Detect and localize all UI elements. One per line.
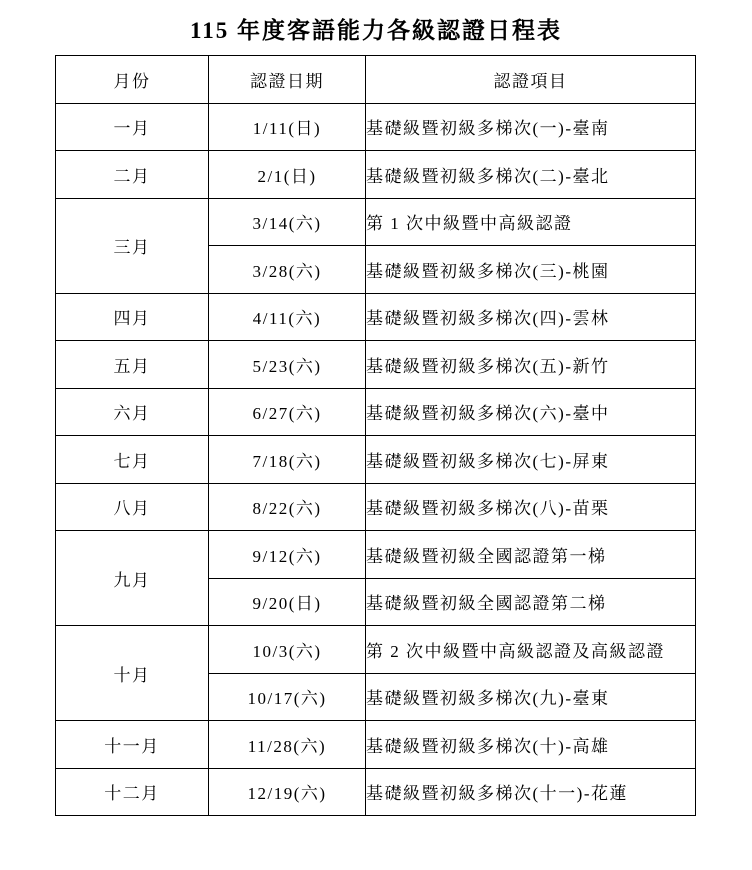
date-cell: 10/17(六) (209, 673, 366, 721)
column-header-item: 認證項目 (366, 56, 696, 104)
date-cell: 9/20(日) (209, 578, 366, 626)
table-header-row (56, 56, 696, 104)
schedule-table (55, 55, 696, 816)
item-cell: 基礎級暨初級多梯次(六)-臺中 (366, 388, 696, 436)
page-title: 115 年度客語能力各級認證日程表 (190, 18, 562, 43)
table-row (56, 151, 696, 199)
item-cell: 基礎級暨初級多梯次(十一)-花蓮 (366, 768, 696, 816)
item-cell: 第 1 次中級暨中高級認證 (366, 198, 696, 246)
item-cell: 基礎級暨初級多梯次(一)-臺南 (366, 103, 696, 151)
item-cell: 基礎級暨初級多梯次(十)-高雄 (366, 721, 696, 769)
item-cell: 基礎級暨初級多梯次(七)-屏東 (366, 436, 696, 484)
item-cell: 基礎級暨初級多梯次(九)-臺東 (366, 673, 696, 721)
table-row (56, 626, 696, 674)
schedule-table-body (56, 103, 696, 816)
item-cell: 基礎級暨初級多梯次(八)-苗栗 (366, 483, 696, 531)
column-header-date: 認證日期 (209, 56, 366, 104)
month-cell: 六月 (56, 388, 209, 436)
month-cell: 四月 (56, 293, 209, 341)
date-cell: 12/19(六) (209, 768, 366, 816)
month-cell: 一月 (56, 103, 209, 151)
item-cell: 基礎級暨初級全國認證第一梯 (366, 531, 696, 579)
date-cell: 6/27(六) (209, 388, 366, 436)
item-cell: 第 2 次中級暨中高級認證及高級認證 (366, 626, 696, 674)
table-row (56, 388, 696, 436)
table-row (56, 293, 696, 341)
month-cell: 二月 (56, 151, 209, 199)
table-row (56, 341, 696, 389)
month-cell: 五月 (56, 341, 209, 389)
date-cell: 3/14(六) (209, 198, 366, 246)
date-cell: 3/28(六) (209, 246, 366, 294)
item-cell: 基礎級暨初級多梯次(四)-雲林 (366, 293, 696, 341)
column-header-month: 月份 (56, 56, 209, 104)
date-cell: 9/12(六) (209, 531, 366, 579)
table-row (56, 531, 696, 579)
date-cell: 7/18(六) (209, 436, 366, 484)
month-cell: 十一月 (56, 721, 209, 769)
month-cell: 十月 (56, 626, 209, 721)
month-cell: 九月 (56, 531, 209, 626)
month-cell: 十二月 (56, 768, 209, 816)
table-row (56, 768, 696, 816)
item-cell: 基礎級暨初級多梯次(二)-臺北 (366, 151, 696, 199)
item-cell: 基礎級暨初級全國認證第二梯 (366, 578, 696, 626)
table-row (56, 436, 696, 484)
date-cell: 1/11(日) (209, 103, 366, 151)
table-row (56, 483, 696, 531)
date-cell: 8/22(六) (209, 483, 366, 531)
month-cell: 七月 (56, 436, 209, 484)
date-cell: 10/3(六) (209, 626, 366, 674)
table-row (56, 103, 696, 151)
item-cell: 基礎級暨初級多梯次(三)-桃園 (366, 246, 696, 294)
month-cell: 三月 (56, 198, 209, 293)
month-cell: 八月 (56, 483, 209, 531)
date-cell: 4/11(六) (209, 293, 366, 341)
date-cell: 11/28(六) (209, 721, 366, 769)
table-row (56, 198, 696, 246)
date-cell: 5/23(六) (209, 341, 366, 389)
table-row (56, 721, 696, 769)
date-cell: 2/1(日) (209, 151, 366, 199)
item-cell: 基礎級暨初級多梯次(五)-新竹 (366, 341, 696, 389)
